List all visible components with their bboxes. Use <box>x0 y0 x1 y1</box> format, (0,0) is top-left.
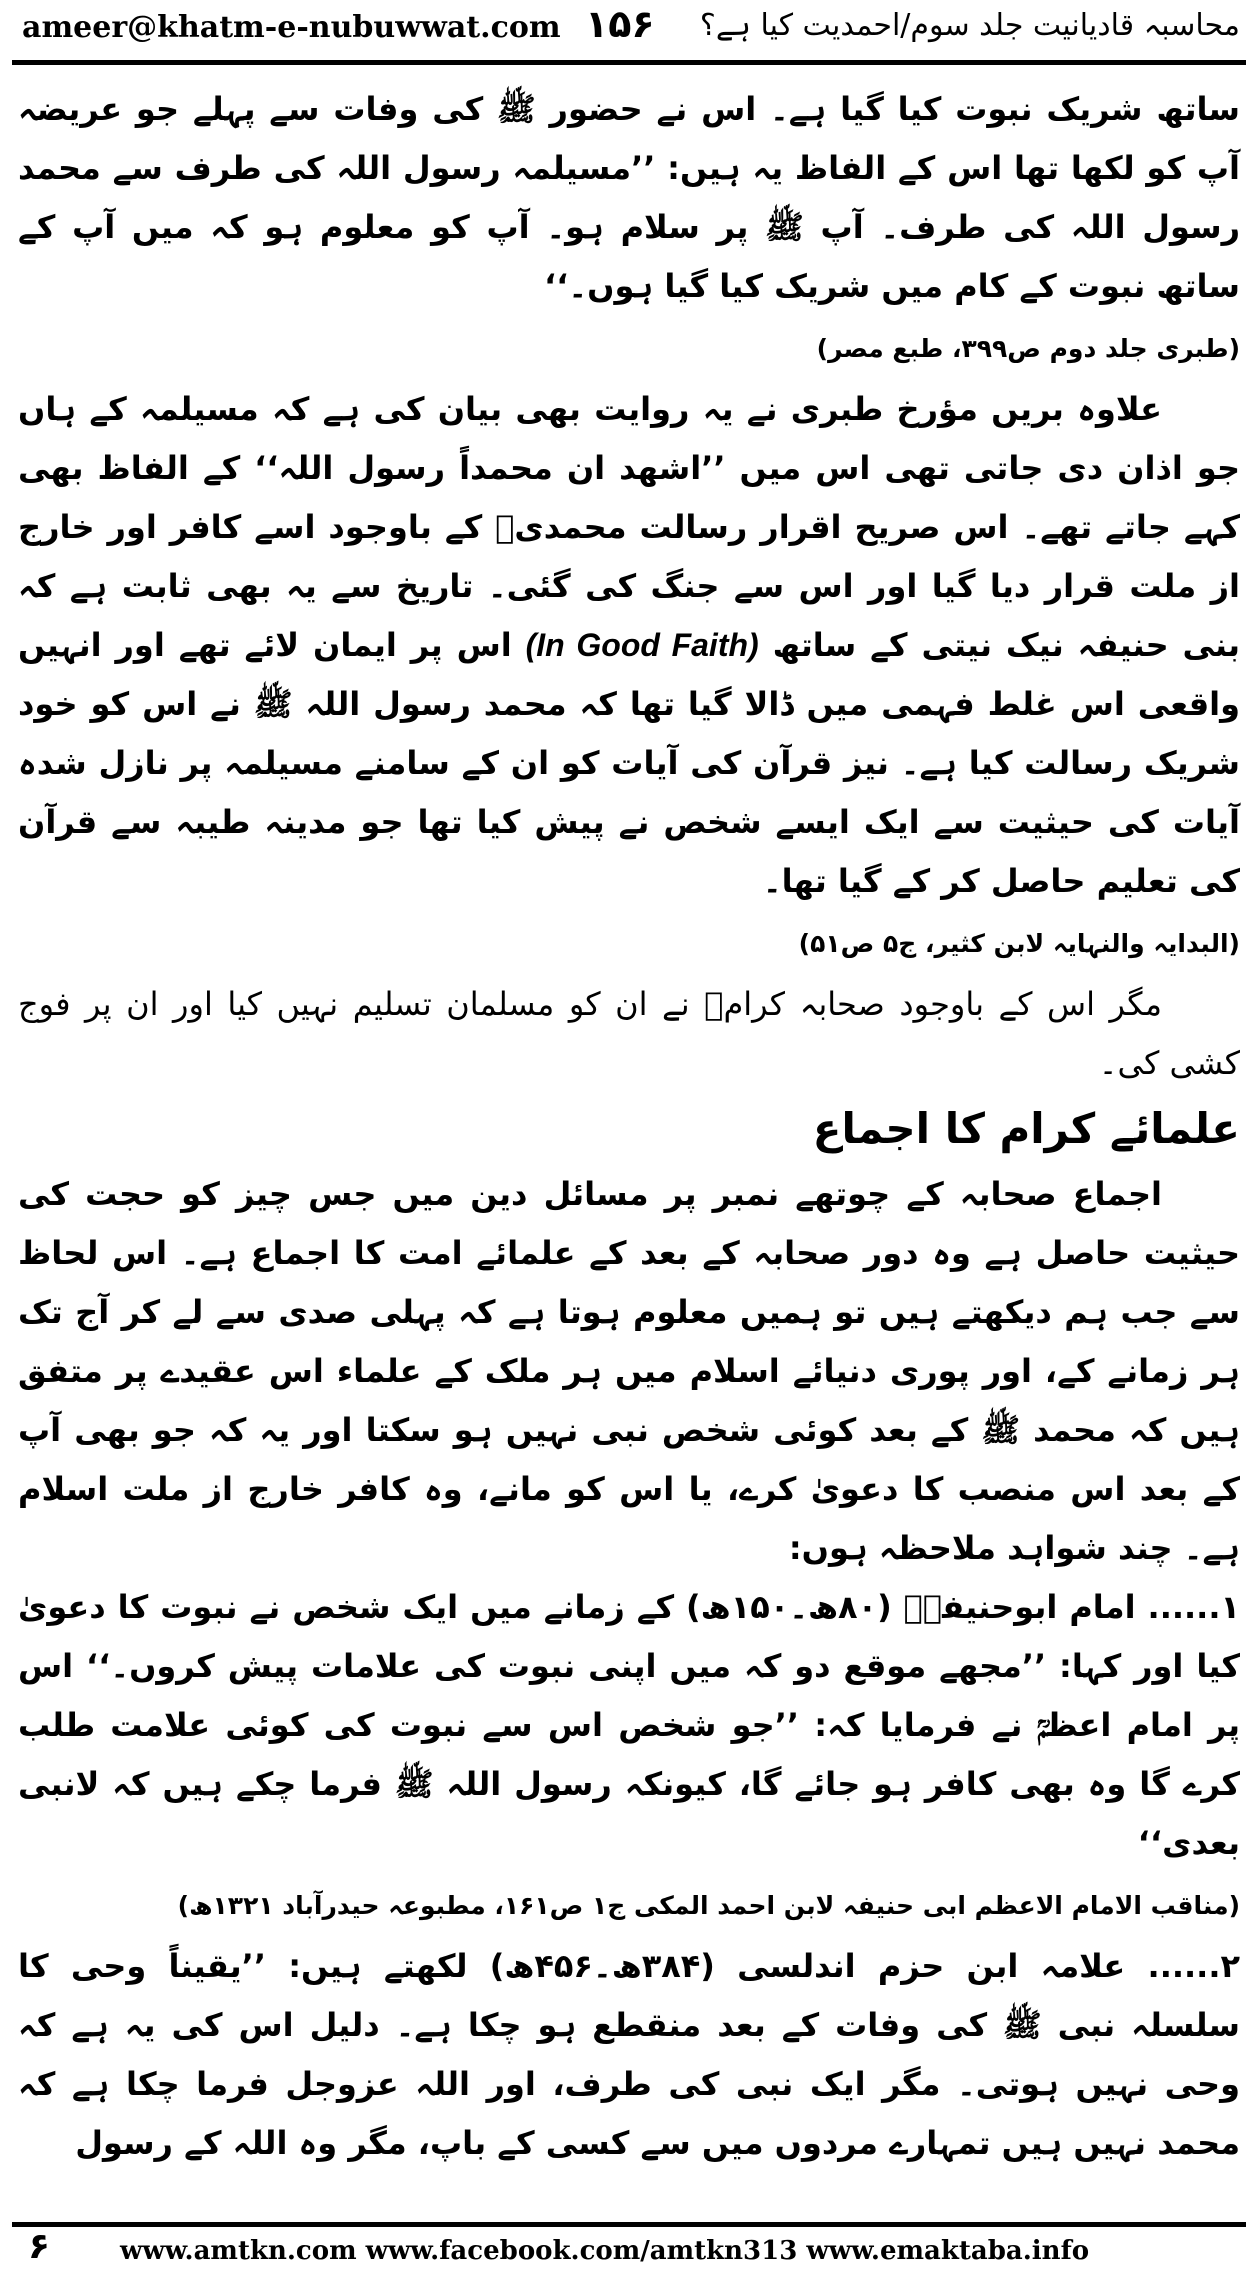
list-item-2-number: ۲...... <box>1147 1947 1241 1985</box>
paragraph-2-part-a: علاوہ بریں مؤرخ طبری نے یہ روایت بھی بیان کی ہے کہ مسیلمہ کے ہاں جو اذان دی جاتی تھی اس میں ’’اشھد ان محمداً رسول اللہ‘‘ کے الفاظ بھی کہے جاتے تھے۔ اس صریح اقرار رسالت محمدیؐ کے باوجود اسے کافر اور خارج از ملت قرار دیا گیا اور اس سے جنگ کی گئی۔ تاریخ سے یہ بھی ثابت ہے کہ بنی حنیفہ نیک نیتی کے ساتھ <box>18 390 1241 664</box>
paragraph-3: مگر اس کے باوجود صحابہ کرامؓ نے ان کو مسلمان تسلیم نہیں کیا اور ان پر فوج کشی کی۔ <box>18 985 1240 1082</box>
paragraph-1: ساتھ شریک نبوت کیا گیا ہے۔ اس نے حضور ﷺ کی وفات سے پہلے جو عریضہ آپ کو لکھا تھا اس کے الفاظ یہ ہیں: ’’مسیلمہ رسول اللہ کی طرف سے محمد رسول اللہ کی طرف۔ آپ ﷺ پر سلام ہو۔ آپ کو معلوم ہو کہ میں آپ کے ساتھ نبوت کے کام میں شریک کیا گیا ہوں۔‘‘ <box>18 90 1240 305</box>
citation-manaqib: (مناقب الامام الاعظم ابی حنیفہ لابن احمد المکی ج۱ ص۱۶۱، مطبوعہ حیدرآباد ۱۳۲۱ھ) <box>177 1891 1240 1920</box>
header-page-number: ۱۵۶ <box>585 2 655 46</box>
in-good-faith-phrase: (In Good Faith) <box>525 627 759 663</box>
paragraph-4: اجماع صحابہ کے چوتھے نمبر پر مسائل دین میں جس چیز کو حجت کی حیثیت حاصل ہے وہ دور صحابہ کے بعد کے علمائے امت کا اجماع ہے۔ اس لحاظ سے جب ہم دیکھتے ہیں تو ہمیں معلوم ہوتا ہے کہ پہلی صدی سے لے کر آج تک ہر زمانے کے، اور پوری دنیائے اسلام میں ہر ملک کے علماء اس عقیدے پر متفق ہیں کہ محمد ﷺ کے بعد کوئی شخص نبی نہیں ہو سکتا اور یہ کہ جو بھی آپ کے بعد اس منصب کا دعویٰ کرے، یا اس کو مانے، وہ کافر خارج از ملت اسلام ہے۔ چند شواہد ملاحظہ ہوں: <box>18 1175 1240 1567</box>
list-item-1 <box>18 1578 1240 1873</box>
header-divider <box>12 60 1246 65</box>
paragraph-2-part-b: اس پر ایمان لائے تھے اور انہیں واقعی اس غلط فہمی میں ڈالا گیا تھا کہ محمد رسول اللہ ﷺ نے اس کو خود شریک رسالت کیا ہے۔ نیز قرآن کی آیات کو ان کے سامنے مسیلمہ پر نازل شدہ آیات کی حیثیت سے ایک ایسے شخص نے پیش کیا تھا جو مدینہ طیبہ سے قرآن کی تعلیم حاصل کر کے گیا تھا۔ <box>18 626 1240 900</box>
page-header <box>0 0 1258 62</box>
citation-tabari: (طبری جلد دوم ص۳۹۹، طبع مصر) <box>816 334 1240 363</box>
section-heading: علمائے کرام کا اجماع <box>812 1104 1240 1153</box>
list-item-2-text: علامہ ابن حزم اندلسی (۳۸۴ھ۔۴۵۶ھ) لکھتے ہیں: ’’یقیناً وحی کا سلسلہ نبی ﷺ کی وفات کے بعد منقطع ہو چکا ہے۔ دلیل اس کی یہ ہے کہ وحی نہیں ہوتی۔ مگر ایک نبی کی طرف، اور اللہ عزوجل فرما چکا ہے کہ محمد نہیں ہیں تمہارے مردوں میں سے کسی کے باپ، مگر وہ اللہ کے رسول <box>18 1947 1240 2162</box>
list-item-1-number: ۱...... <box>1147 1588 1241 1626</box>
header-email: ameer@khatm-e-nubuwwat.com <box>22 10 561 45</box>
page-body <box>18 80 1240 2180</box>
list-item-2 <box>18 1937 1240 2173</box>
citation-ibn-kathir: (البدایہ والنہایہ لابن کثیر، ج۵ ص۵۱) <box>798 929 1240 958</box>
footer-page-number: ۶ <box>28 2226 50 2267</box>
header-book-title: محاسبہ قادیانیت جلد سوم/احمدیت کیا ہے؟ <box>699 8 1240 43</box>
footer-divider <box>12 2222 1246 2227</box>
paragraph-2 <box>18 380 1240 911</box>
footer-links: www.amtkn.com www.facebook.com/amtkn313 www.emaktaba.info <box>120 2236 1090 2266</box>
list-item-1-text: امام ابوحنیفہؒ (۸۰ھ۔۱۵۰ھ) کے زمانے میں ایک شخص نے نبوت کا دعویٰ کیا اور کہا: ’’مجھے موقع دو کہ میں اپنی نبوت کی علامات پیش کروں۔‘‘ اس پر امام اعظمؒ نے فرمایا کہ: ’’جو شخص اس سے نبوت کی کوئی علامت طلب کرے گا وہ بھی کافر ہو جائے گا، کیونکہ رسول اللہ ﷺ فرما چکے ہیں کہ لانبی بعدی‘‘ <box>18 1588 1240 1862</box>
